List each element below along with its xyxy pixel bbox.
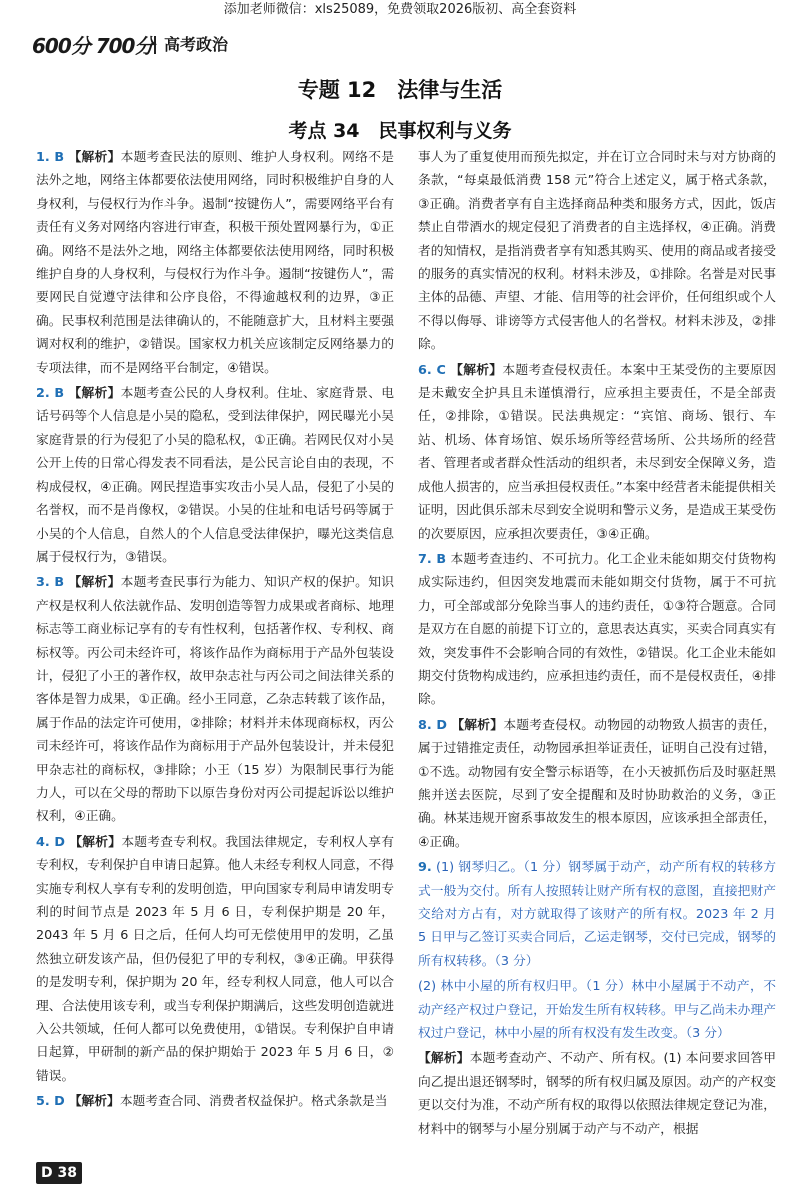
answer-item-9-analysis: 【解析】本题考查动产、不动产、所有权。(1) 本问要求回答甲向乙提出退还钢琴时，钢琴的所有权归属及原因。动产的产权变更以交付为准，不动产所有权的取得以依照法律规定登记为准，材料中的钢琴与小屋分别属于动产与不动产，根据 <box>418 1051 777 1137</box>
brand-700: 700分 <box>95 34 154 58</box>
answer-item: 2. B 【解析】本题考查公民的人身权利。住址、家庭背景、电话号码等个人信息是小吴的隐私，受到法律保护，网民曝光小吴家庭背景的行为侵犯了小吴的隐私权，①正确。若网民仅对小吴公开上传的日常心得发表不同看法，是公民言论自由的表现，不构成侵权，④正确。网民捏造事实攻击小吴人品，侵犯了小吴的名誉权，而不是肖像权，②错误。小吴的住址和电话号码等属于小吴的个人信息，自然人的个人信息受法律保护，曝光这类信息属于侵权行为，③错误。 <box>36 386 394 565</box>
answer-item: 4. D 【解析】本题考查专利权。我国法律规定，专利权人享有专利权，专利保护自申请日起算。他人未经专利权人同意，不得实施专利权人享有专利的发明创造，甲向国家专利局申请发明专利的时间节点是 2023 年 5 月 6 日，专利保护期是 20 年，2043 年 5 月 6 日之后，任何人均可无偿使用甲的发明，乙虽然独立研发该产品，但仍侵犯了甲的专利权，③④正确。甲获得的是发明专利，保护期为 20 年，经专利权人同意，他人可以合理、合法使用该专利，或当专利保护期满后，这些发明创造就进入公共领域，任何人都可以免费使用，①错误。专利保护自申请日起算，甲研制的新产品的保护期始于 2023 年 5 月 6 日，②错误。 <box>36 834 395 1084</box>
answer-item: 事人为了重复使用而预先拟定，并在订立合同时未与对方协商的条款，“每桌最低消费 158 元”符合上述定义，属于格式条款，③正确。消费者享有自主选择商品种类和服务方式，因此，饭店禁止自带酒水的规定侵犯了消费者的自主选择权，④正确。消费者的知情权，是指消费者享有知悉其购买、使用的商品或者接受的服务的真实情况的权利。材料未涉及，①排除。名誉是对民事主体的品德、声望、才能、信用等的社会评价，任何组织或个人不得以侮辱、诽谤等方式侵害他人的名誉权。材料未涉及，②排除。 <box>418 150 776 353</box>
section-subtitle: 考点 34 民事权利与义务 <box>288 120 512 142</box>
left-column <box>36 146 394 1116</box>
answer-item: 8. D 【解析】本题考查侵权。动物园的动物致人损害的责任，属于过错推定责任，动物园承担举证责任，证明自己没有过错，①不选。动物园有安全警示标语等，在小天被抓伤后及时驱赶黑熊并送去医院，尽到了安全提醒和及时协助救治的义务，③正确。林某违规开窗系事故发生的根本原因，应该承担全部责任，④正确。 <box>418 717 777 850</box>
page-number-badge: D 38 <box>36 1162 82 1184</box>
page-header <box>32 30 772 64</box>
answer-item: 6. C 【解析】本题考查侵权责任。本案中王某受伤的主要原因是未戴安全护具且未谨慎滑行，应承担主要责任，不是全部责任，②排除，①错误。民法典规定：“宾馆、商场、银行、车站、机场、体育场馆、娱乐场所等经营场所、公共场所的经营者、管理者或者群众性活动的组织者，未尽到安全保障义务，造成他人损害的，应当承担侵权责任。”本案中经营者未能提供相关证明，因此俱乐部未尽到安全说明和警示义务，是造成王某受伤的次要原因，应承担次要责任，③④正确。 <box>418 362 777 542</box>
answer-item: 1. B 【解析】本题考查民法的原则、维护人身权利。网络不是法外之地，网络主体都要依法使用网络，同时积极维护自身的人身权利，与侵权行为作斗争。遏制“按键伤人”，需要网络平台有责任有义务对网络内容进行审查，积极干预处置网暴行为，①正确。网络不是法外之地，网络主体都要依法使用网络，同时积极维护自身的人身权利，与侵权行为作斗争。遏制“按键伤人”，需要网民自觉遵守法律和公序良俗，不得逾越权利的边界，③正确。民事权利范围是法律确认的，不能随意扩大，且材料主要强调对权利的维护，②错误。国家权力机关应该制定反网络暴力的专项法律，而不是网络平台制定，④错误。 <box>36 150 394 376</box>
answer-item-9-part2: (2) 林中小屋的所有权归甲。（1 分）林中小屋属于不动产，不动产经产权过户登记，开始发生所有权转移。甲与乙尚未办理产权过户登记，林中小屋的所有权没有发生改变。（3 分） <box>418 979 776 1042</box>
brand-logo <box>32 30 153 59</box>
topic-title: 专题 12 法律与生活 <box>297 78 503 102</box>
answer-item: 3. B 【解析】本题考查民事行为能力、知识产权的保护。知识产权是权利人依法就作品、发明创造等智力成果或者商标、地理标志等工商业标记享有的专有性权利，包括著作权、专利权、商标权等。丙公司未经许可，将该作品作为商标用于产品外包装设计，侵犯了小王的著作权，故甲杂志社与丙公司之间法律关系的客体是智力成果，①正确。经小王同意，乙杂志转载了该作品，属于作品的法定许可使用，②排除；材料并未体现商标权，丙公司未经许可，将该作品作为商标用于产品外包装设计，并未侵犯甲杂志社的商标权，③排除；小王（15 岁）为限制民事行为能力人，可以在父母的帮助下以原告身份对丙公司提起诉讼以维护权利，④正确。 <box>36 575 394 825</box>
header-divider <box>154 36 156 54</box>
answer-item: 5. D 【解析】本题考查合同、消费者权益保护。格式条款是当 <box>36 1094 388 1110</box>
answer-item-9: 9. (1) 钢琴归乙。（1 分）钢琴属于动产，动产所有权的转移方式一般为交付。所有人按照转让财产所有权的意图，直接把财产交给对方占有，对方就取得了该财产的所有权。2023 年 2 月 5 日甲与乙签订买卖合同后，乙运走钢琴，交付已完成，钢琴的所有权转移。（3 分） <box>418 860 776 969</box>
brand-600: 600分 <box>32 34 90 58</box>
subject-label: 高考政治 <box>164 35 229 54</box>
answer-item: 7. B 本题考查违约、不可抗力。化工企业未能如期交付货物构成实际违约，但因突发地震而未能如期交付货物，属于不可抗力，可全部或部分免除当事人的违约责任，①③符合题意。合同是双方在自愿的前提下订立的，意思表达真实，买卖合同真实有效，突发事件不会影响合同的有效性，②错误。化工企业未能如期交付货物构成违约，应承担违约责任，而不是侵权责任，④排除。 <box>418 551 776 708</box>
promo-banner: 添加老师微信：xls25089，免费领取2026版初、高全套资料 <box>223 2 577 17</box>
right-column <box>418 146 776 1143</box>
